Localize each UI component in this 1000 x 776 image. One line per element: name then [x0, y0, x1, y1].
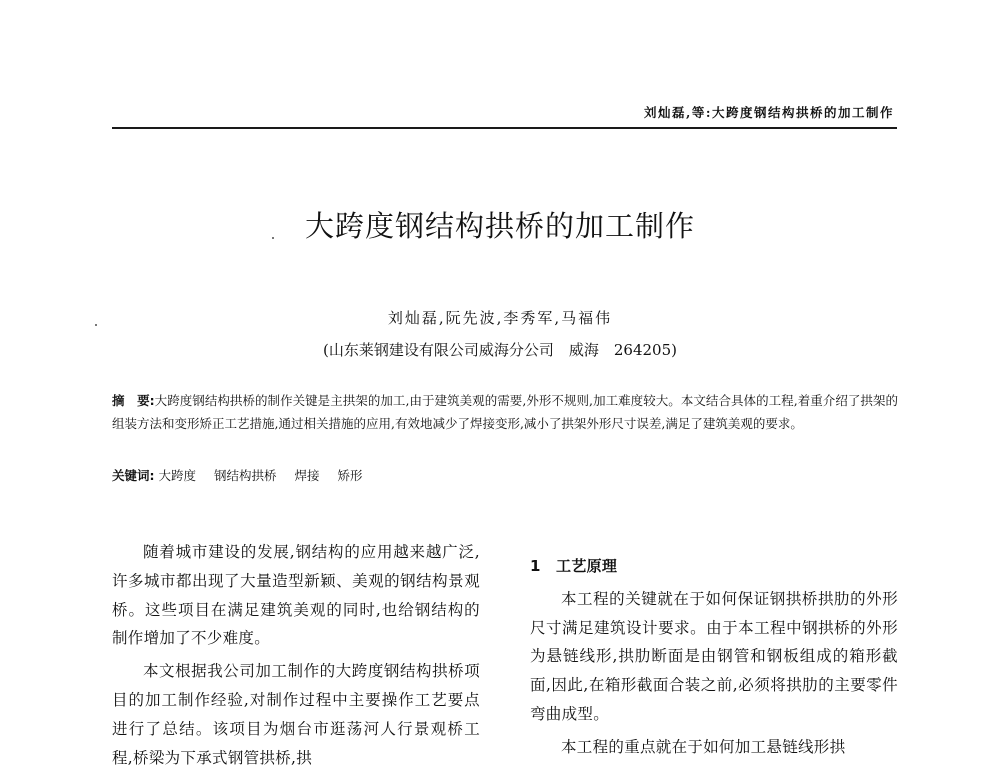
keyword: 大跨度: [158, 468, 196, 483]
author-list: 刘灿磊,阮先波,李秀军,马福伟: [387, 309, 613, 327]
keywords-label: 关键词:: [112, 468, 155, 483]
scan-speck: [272, 237, 274, 239]
body-paragraph: 本工程的重点就在于如何加工悬链线形拱: [561, 737, 846, 756]
abstract-text: 大跨度钢结构拱桥的制作关键是主拱架的加工,由于建筑美观的需要,外形不规则,加工难度较大。本文结合具体的工程,着重介绍了拱架的组装方法和变形矫正工艺措施,通过相关措施的应用,有效地减少了焊接变形,减小了拱架外形尺寸误差,满足了建筑美观的要求。: [112, 393, 898, 431]
abstract: [112, 389, 898, 435]
body-paragraph: 随着城市建设的发展,钢结构的应用越来越广泛,许多城市都出现了大量造型新颖、美观的钢结构景观桥。这些项目在满足建筑美观的同时,也给钢结构的制作增加了不少难度。: [112, 543, 480, 648]
paper-title: 大跨度钢结构拱桥的加工制作: [304, 209, 695, 243]
body-paragraph: 本工程的关键就在于如何保证钢拱桥拱肋的外形尺寸满足建筑设计要求。由于本工程中钢拱桥的外形为悬链线形,拱肋断面是由钢管和钢板组成的箱形截面,因此,在箱形截面合装之前,必须将拱肋的主要零件弯曲成型。: [530, 589, 898, 723]
running-head: 刘灿磊,等:大跨度钢结构拱桥的加工制作: [644, 105, 894, 120]
body-paragraph: 本文根据我公司加工制作的大跨度钢结构拱桥项目的加工制作经验,对制作过程中主要操作工艺要点进行了总结。该项目为烟台市逛荡河人行景观桥工程,桥梁为下承式钢管拱桥,拱: [112, 662, 480, 767]
keywords: [112, 466, 898, 484]
body-column-right: [530, 552, 898, 766]
keyword: 钢结构拱桥: [213, 468, 277, 483]
body-column-left: [112, 538, 480, 776]
section-heading: 1 工艺原理: [530, 557, 618, 575]
keyword: 焊接: [294, 468, 320, 483]
affiliation: (山东莱钢建设有限公司威海分公司 威海 264205): [323, 341, 677, 359]
header-rule: [112, 127, 897, 129]
keyword: 矫形: [337, 468, 363, 483]
abstract-label: 摘 要:: [112, 393, 155, 408]
